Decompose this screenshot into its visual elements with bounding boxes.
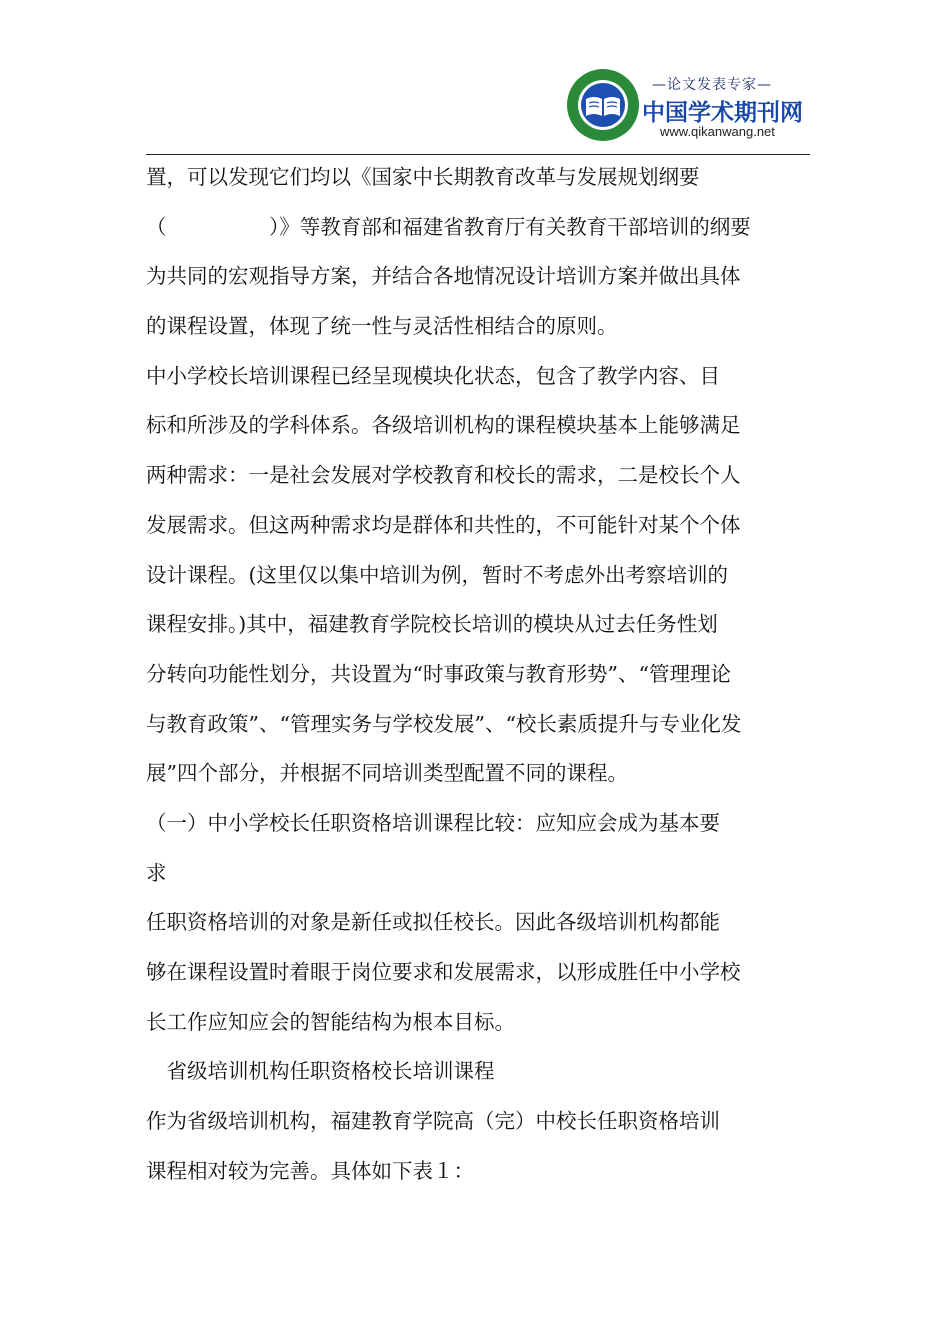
globe-book-logo-icon xyxy=(566,68,640,142)
text-line: 分转向功能性划分，共设置为“时事政策与教育形势”、“管理理论 xyxy=(146,661,731,686)
text-line: 标和所涉及的学科体系。各级培训机构的课程模块基本上能够满足 xyxy=(146,413,741,438)
text-line: 长工作应知应会的智能结构为根本目标。 xyxy=(146,1009,515,1034)
logo-slogan: —论文发表专家— xyxy=(652,77,772,93)
text-line: 展”四个部分，并根据不同培训类型配置不同的课程。 xyxy=(146,761,628,786)
text-line: 发展需求。但这两种需求均是群体和共性的，不可能针对某个个体 xyxy=(146,512,741,537)
text-line: 作为省级培训机构，福建教育学院高（完）中校长任职资格培训 xyxy=(146,1109,720,1134)
article-body xyxy=(146,153,796,1196)
site-header xyxy=(560,66,810,148)
logo-url: www.qikanwang.net xyxy=(660,124,775,139)
text-line: 置，可以发现它们均以《国家中长期教育改革与发展规划纲要 xyxy=(146,165,700,189)
text-line: 的课程设置，体现了统一性与灵活性相结合的原则。 xyxy=(146,314,618,339)
section-heading: （一）中小学校长任职资格培训课程比较：应知应会成为基本要 xyxy=(146,810,720,835)
text-line: 两种需求：一是社会发展对学校教育和校长的需求，二是校长个人 xyxy=(146,463,741,488)
text-line: （ ）》等教育部和福建省教育厅有关教育干部培训的纲要 xyxy=(146,214,751,239)
text-line: 为共同的宏观指导方案，并结合各地情况设计培训方案并做出具体 xyxy=(146,264,741,289)
text-line: 够在课程设置时着眼于岗位要求和发展需求，以形成胜任中小学校 xyxy=(146,960,741,984)
text-line: 与教育政策”、“管理实务与学校发展”、“校长素质提升与专业化发 xyxy=(146,711,742,736)
text-line: 课程安排。)其中，福建教育学院校长培训的模块从过去任务性划 xyxy=(146,612,718,637)
logo-site-name: 中国学术期刊网 xyxy=(642,100,803,126)
text-line: 中小学校长培训课程已经呈现模块化状态，包含了教学内容、目 xyxy=(146,363,720,388)
text-line: 任职资格培训的对象是新任或拟任校长。因此各级培训机构都能 xyxy=(146,910,720,935)
subsection-heading: 省级培训机构任职资格校长培训课程 xyxy=(146,1059,495,1084)
text-line: 设计课程。(这里仅以集中培训为例，暂时不考虑外出考察培训的 xyxy=(146,562,728,587)
text-line: 课程相对较为完善。具体如下表１： xyxy=(146,1158,474,1183)
section-heading-cont: 求 xyxy=(146,860,167,885)
